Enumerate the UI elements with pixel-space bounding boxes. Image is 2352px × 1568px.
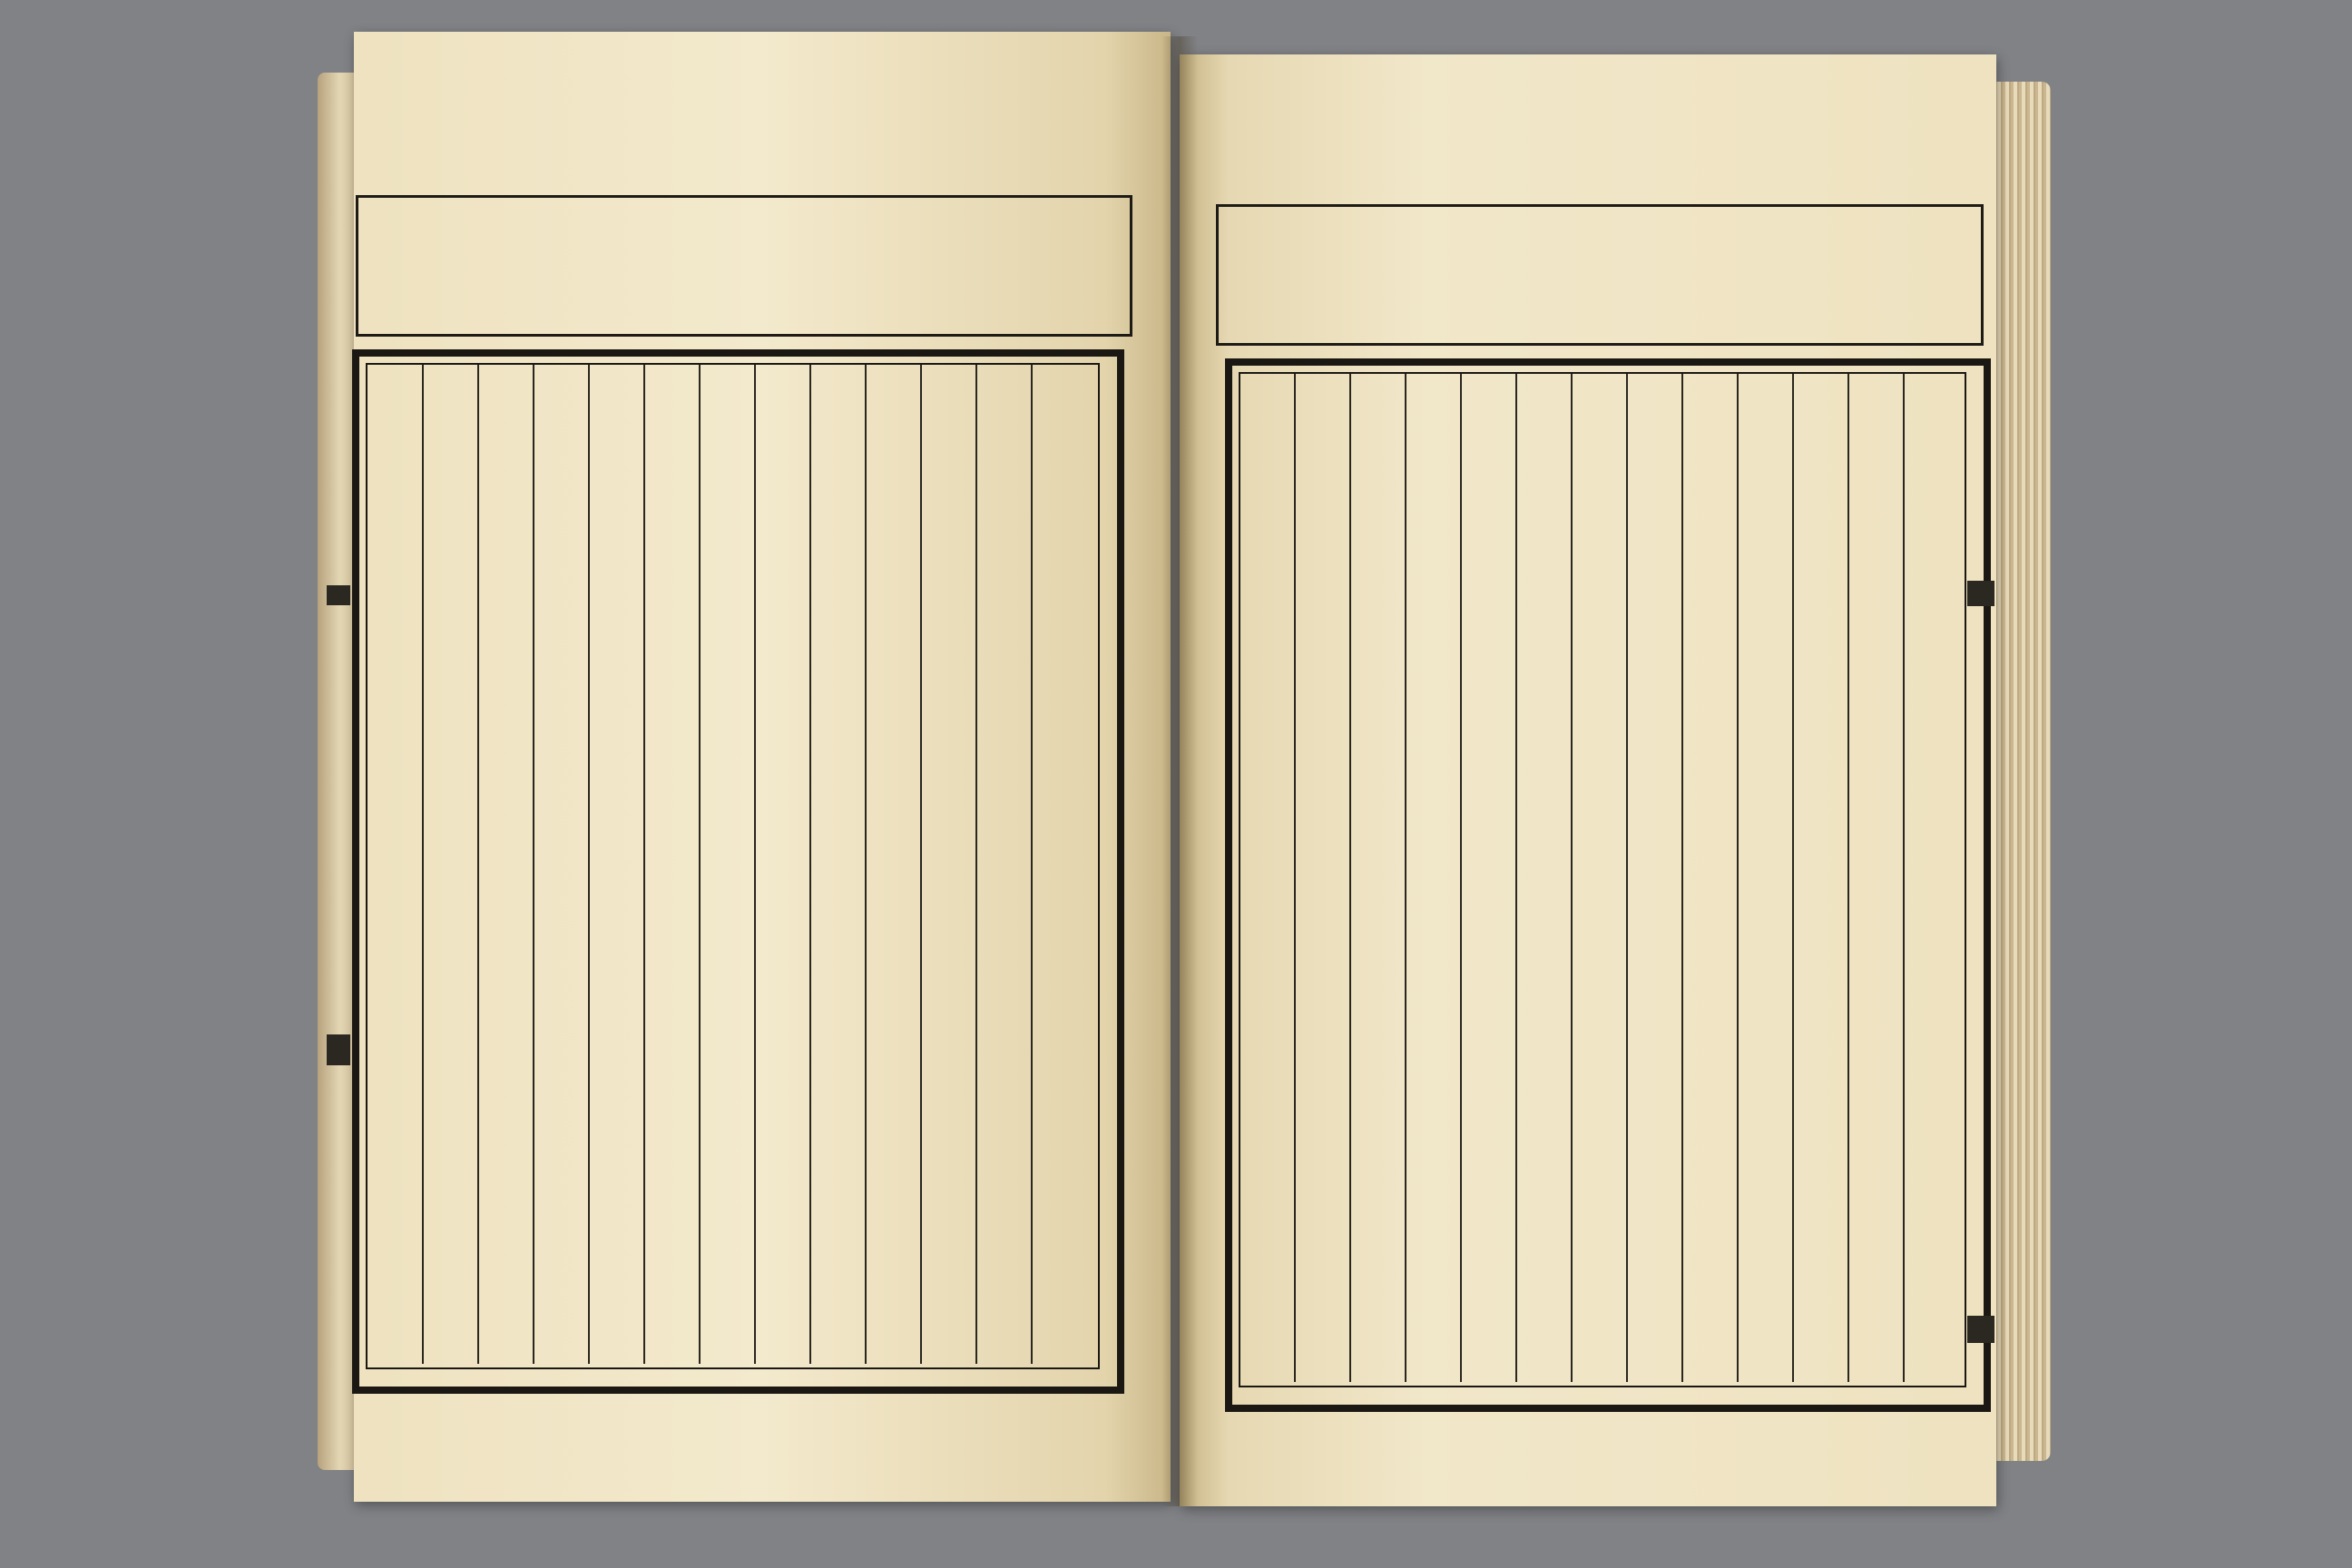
- right-text-column: [1410, 381, 1460, 1379]
- left-text-column: [593, 372, 643, 1361]
- column-rule: [975, 365, 977, 1364]
- column-rule: [1405, 374, 1406, 1382]
- column-rule: [533, 365, 534, 1364]
- column-rule: [422, 365, 424, 1364]
- book-gutter: [1161, 36, 1198, 1506]
- left-text-column: [870, 372, 920, 1361]
- right-text-column: [1521, 381, 1571, 1379]
- column-rule: [1460, 374, 1462, 1382]
- left-text-column: [704, 372, 754, 1361]
- column-rule: [920, 365, 922, 1364]
- column-rule: [1515, 374, 1517, 1382]
- column-rule: [1792, 374, 1794, 1382]
- column-rule: [1294, 374, 1296, 1382]
- left-text-column: [926, 372, 975, 1361]
- left-text-column: [372, 372, 422, 1361]
- left-text-column: [483, 372, 533, 1361]
- column-rule: [477, 365, 479, 1364]
- right-text-column: [1299, 381, 1349, 1379]
- column-rule: [588, 365, 590, 1364]
- column-rule: [1737, 374, 1739, 1382]
- right-text-column: [1853, 381, 1903, 1379]
- right-header-frame: [1216, 204, 1984, 346]
- right-text-column: [1465, 381, 1515, 1379]
- left-text-column: [981, 372, 1031, 1361]
- column-rule: [865, 365, 867, 1364]
- fold-mark: [327, 585, 350, 605]
- left-text-column: [538, 372, 588, 1361]
- right-text-column: [1244, 381, 1294, 1379]
- column-rule: [1571, 374, 1573, 1382]
- column-rule: [643, 365, 645, 1364]
- right-text-column: [1576, 381, 1626, 1379]
- fold-mark: [1967, 1316, 1994, 1343]
- right-text-column: [1908, 381, 1958, 1379]
- right-text-column: [1632, 381, 1681, 1379]
- left-text-column: [427, 372, 477, 1361]
- column-rule: [1847, 374, 1849, 1382]
- column-rule: [1903, 374, 1905, 1382]
- fold-mark: [1967, 581, 1994, 606]
- right-text-column: [1355, 381, 1405, 1379]
- left-text-column: [1036, 372, 1086, 1361]
- left-text-column: [649, 372, 699, 1361]
- fold-mark: [327, 1034, 350, 1065]
- right-text-column: [1798, 381, 1847, 1379]
- right-text-column: [1687, 381, 1737, 1379]
- left-text-column: [815, 372, 865, 1361]
- column-rule: [754, 365, 756, 1364]
- left-header-frame: [356, 195, 1132, 337]
- column-rule: [699, 365, 701, 1364]
- column-rule: [1681, 374, 1683, 1382]
- right-text-column: [1742, 381, 1792, 1379]
- column-rule: [809, 365, 811, 1364]
- column-rule: [1626, 374, 1628, 1382]
- column-rule: [1349, 374, 1351, 1382]
- column-rule: [1031, 365, 1033, 1364]
- left-text-column: [760, 372, 809, 1361]
